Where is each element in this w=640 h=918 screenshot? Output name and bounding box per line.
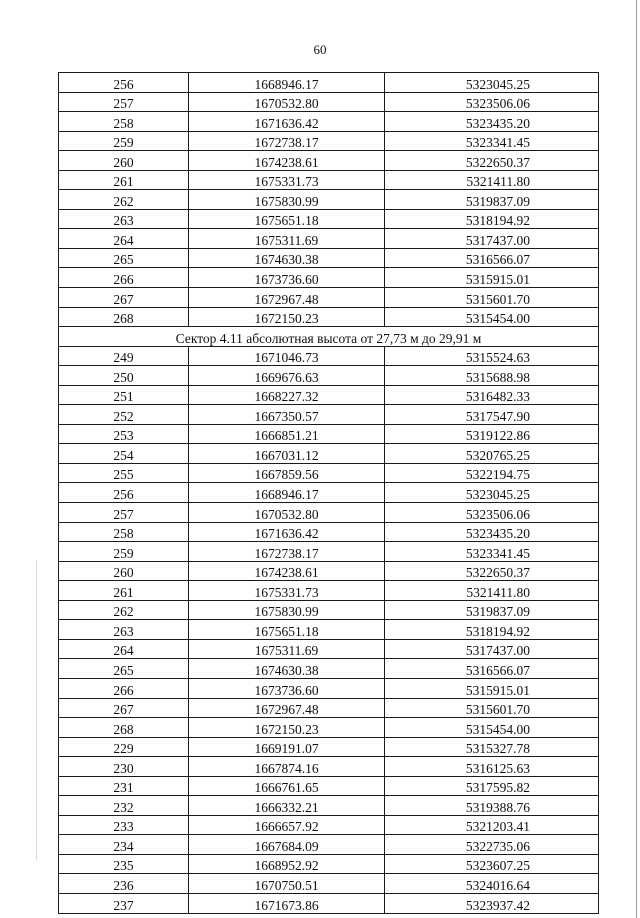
x-coordinate-cell: 1671046.73 [189,346,385,366]
y-coordinate-cell: 5319122.86 [385,424,599,444]
point-number-cell: 259 [59,131,189,151]
table-row [59,776,599,796]
x-coordinate-cell: 1673736.60 [189,678,385,698]
table-row [59,366,599,386]
x-coordinate-cell: 1670750.51 [189,874,385,894]
table-row [59,190,599,210]
point-number-cell: 231 [59,776,189,796]
y-coordinate-cell: 5318194.92 [385,620,599,640]
table-row [59,346,599,366]
point-number-cell: 265 [59,248,189,268]
point-number-cell: 234 [59,835,189,855]
x-coordinate-cell: 1675651.18 [189,209,385,229]
y-coordinate-cell: 5322650.37 [385,151,599,171]
point-number-cell: 268 [59,718,189,738]
point-number-cell: 261 [59,581,189,601]
table-row [59,639,599,659]
table-row [59,405,599,425]
y-coordinate-cell: 5317437.00 [385,229,599,249]
table-row [59,542,599,562]
table-row [59,288,599,308]
table-row [59,73,599,93]
x-coordinate-cell: 1666761.65 [189,776,385,796]
point-number-cell: 258 [59,522,189,542]
x-coordinate-cell: 1672150.23 [189,718,385,738]
x-coordinate-cell: 1668946.17 [189,73,385,93]
point-number-cell: 258 [59,112,189,132]
x-coordinate-cell: 1671673.86 [189,893,385,913]
y-coordinate-cell: 5322650.37 [385,561,599,581]
y-coordinate-cell: 5315601.70 [385,698,599,718]
scan-border-line [636,0,637,918]
y-coordinate-cell: 5318194.92 [385,209,599,229]
table-row [59,307,599,327]
x-coordinate-cell: 1667031.12 [189,444,385,464]
x-coordinate-cell: 1671636.42 [189,522,385,542]
sector-header-row [59,327,599,347]
table-row [59,659,599,679]
table-row [59,229,599,249]
y-coordinate-cell: 5323506.06 [385,503,599,523]
table-row [59,131,599,151]
y-coordinate-cell: 5315915.01 [385,678,599,698]
point-number-cell: 237 [59,893,189,913]
y-coordinate-cell: 5323937.42 [385,893,599,913]
point-number-cell: 262 [59,190,189,210]
table-row [59,503,599,523]
y-coordinate-cell: 5315454.00 [385,718,599,738]
table-row [59,209,599,229]
y-coordinate-cell: 5316482.33 [385,385,599,405]
y-coordinate-cell: 5323607.25 [385,854,599,874]
point-number-cell: 263 [59,620,189,640]
point-number-cell: 260 [59,151,189,171]
point-number-cell: 263 [59,209,189,229]
y-coordinate-cell: 5319837.09 [385,190,599,210]
point-number-cell: 265 [59,659,189,679]
y-coordinate-cell: 5319388.76 [385,796,599,816]
point-number-cell: 266 [59,678,189,698]
point-number-cell: 249 [59,346,189,366]
point-number-cell: 264 [59,229,189,249]
point-number-cell: 251 [59,385,189,405]
y-coordinate-cell: 5324016.64 [385,874,599,894]
table-row [59,444,599,464]
point-number-cell: 256 [59,73,189,93]
point-number-cell: 252 [59,405,189,425]
y-coordinate-cell: 5323341.45 [385,542,599,562]
table-row [59,268,599,288]
table-row [59,522,599,542]
x-coordinate-cell: 1672967.48 [189,698,385,718]
point-number-cell: 266 [59,268,189,288]
x-coordinate-cell: 1672967.48 [189,288,385,308]
x-coordinate-cell: 1668952.92 [189,854,385,874]
y-coordinate-cell: 5323045.25 [385,73,599,93]
y-coordinate-cell: 5315688.98 [385,366,599,386]
point-number-cell: 230 [59,757,189,777]
x-coordinate-cell: 1674238.61 [189,561,385,581]
table-row [59,463,599,483]
point-number-cell: 267 [59,698,189,718]
y-coordinate-cell: 5315327.78 [385,737,599,757]
table-row [59,92,599,112]
table-row [59,424,599,444]
page-number: 60 [313,42,327,57]
point-number-cell: 232 [59,796,189,816]
y-coordinate-cell: 5315601.70 [385,288,599,308]
x-coordinate-cell: 1675331.73 [189,170,385,190]
y-coordinate-cell: 5321203.41 [385,815,599,835]
x-coordinate-cell: 1672738.17 [189,131,385,151]
table-row [59,718,599,738]
coordinates-table-body [59,73,599,914]
x-coordinate-cell: 1674238.61 [189,151,385,171]
y-coordinate-cell: 5317547.90 [385,405,599,425]
x-coordinate-cell: 1669676.63 [189,366,385,386]
x-coordinate-cell: 1666332.21 [189,796,385,816]
y-coordinate-cell: 5323435.20 [385,112,599,132]
x-coordinate-cell: 1675651.18 [189,620,385,640]
point-number-cell: 268 [59,307,189,327]
point-number-cell: 262 [59,600,189,620]
x-coordinate-cell: 1668946.17 [189,483,385,503]
table-row [59,874,599,894]
point-number-cell: 267 [59,288,189,308]
x-coordinate-cell: 1667874.16 [189,757,385,777]
y-coordinate-cell: 5317437.00 [385,639,599,659]
x-coordinate-cell: 1672150.23 [189,307,385,327]
table-row [59,561,599,581]
table-row [59,151,599,171]
table-row [59,737,599,757]
point-number-cell: 256 [59,483,189,503]
table-row [59,757,599,777]
point-number-cell: 235 [59,854,189,874]
table-row [59,698,599,718]
y-coordinate-cell: 5316125.63 [385,757,599,777]
x-coordinate-cell: 1674630.38 [189,659,385,679]
y-coordinate-cell: 5323435.20 [385,522,599,542]
point-number-cell: 264 [59,639,189,659]
x-coordinate-cell: 1668227.32 [189,385,385,405]
y-coordinate-cell: 5317595.82 [385,776,599,796]
table-row [59,815,599,835]
point-number-cell: 260 [59,561,189,581]
y-coordinate-cell: 5316566.07 [385,248,599,268]
table-row [59,112,599,132]
y-coordinate-cell: 5315524.63 [385,346,599,366]
y-coordinate-cell: 5319837.09 [385,600,599,620]
coordinates-table [58,72,599,914]
point-number-cell: 250 [59,366,189,386]
table-row [59,385,599,405]
point-number-cell: 257 [59,503,189,523]
point-number-cell: 254 [59,444,189,464]
table-row [59,581,599,601]
x-coordinate-cell: 1670532.80 [189,503,385,523]
x-coordinate-cell: 1667859.56 [189,463,385,483]
sector-title: Сектор 4.11 абсолютная высота от 27,73 м до 29,91 м [59,327,599,347]
y-coordinate-cell: 5315915.01 [385,268,599,288]
y-coordinate-cell: 5323506.06 [385,92,599,112]
x-coordinate-cell: 1666851.21 [189,424,385,444]
point-number-cell: 233 [59,815,189,835]
scan-edge-line [36,560,37,860]
x-coordinate-cell: 1669191.07 [189,737,385,757]
x-coordinate-cell: 1667684.09 [189,835,385,855]
table-row [59,835,599,855]
y-coordinate-cell: 5323341.45 [385,131,599,151]
point-number-cell: 255 [59,463,189,483]
y-coordinate-cell: 5315454.00 [385,307,599,327]
x-coordinate-cell: 1675830.99 [189,190,385,210]
x-coordinate-cell: 1673736.60 [189,268,385,288]
table-row [59,483,599,503]
x-coordinate-cell: 1671636.42 [189,112,385,132]
x-coordinate-cell: 1675331.73 [189,581,385,601]
table-row [59,893,599,913]
x-coordinate-cell: 1670532.80 [189,92,385,112]
table-row [59,248,599,268]
x-coordinate-cell: 1675311.69 [189,639,385,659]
table-row [59,796,599,816]
point-number-cell: 257 [59,92,189,112]
x-coordinate-cell: 1675311.69 [189,229,385,249]
y-coordinate-cell: 5323045.25 [385,483,599,503]
table-row [59,678,599,698]
table-row [59,170,599,190]
y-coordinate-cell: 5321411.80 [385,581,599,601]
y-coordinate-cell: 5321411.80 [385,170,599,190]
point-number-cell: 253 [59,424,189,444]
point-number-cell: 229 [59,737,189,757]
y-coordinate-cell: 5316566.07 [385,659,599,679]
table-row [59,600,599,620]
x-coordinate-cell: 1672738.17 [189,542,385,562]
y-coordinate-cell: 5320765.25 [385,444,599,464]
x-coordinate-cell: 1667350.57 [189,405,385,425]
point-number-cell: 259 [59,542,189,562]
point-number-cell: 261 [59,170,189,190]
x-coordinate-cell: 1674630.38 [189,248,385,268]
x-coordinate-cell: 1666657.92 [189,815,385,835]
table-row [59,854,599,874]
point-number-cell: 236 [59,874,189,894]
y-coordinate-cell: 5322194.75 [385,463,599,483]
x-coordinate-cell: 1675830.99 [189,600,385,620]
table-row [59,620,599,640]
y-coordinate-cell: 5322735.06 [385,835,599,855]
